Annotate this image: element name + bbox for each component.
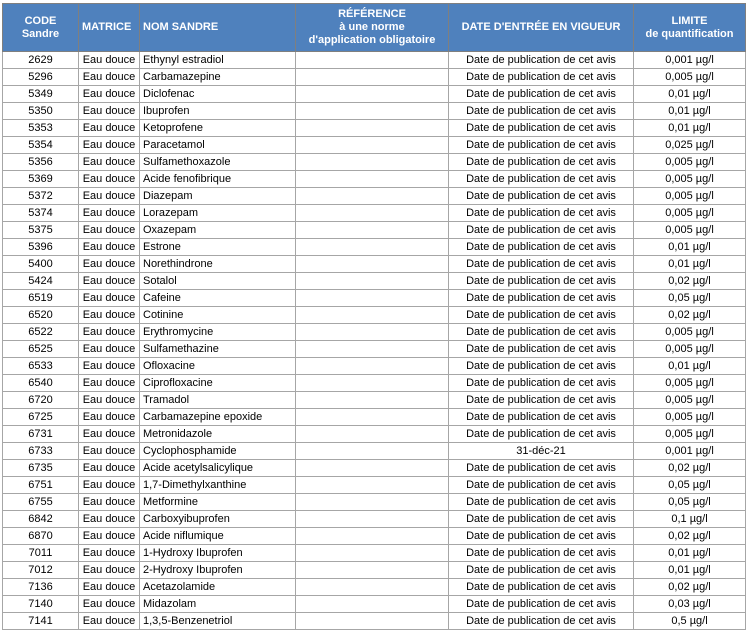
cell-code: 6733 [3,443,79,460]
cell-reference [296,188,449,205]
cell-nom: Diclofenac [140,86,296,103]
header-limite [634,4,746,52]
cell-reference [296,256,449,273]
cell-date: Date de publication de cet avis [449,171,634,188]
cell-limite: 0,01 µg/l [634,256,746,273]
cell-nom: Acetazolamide [140,579,296,596]
cell-matrice: Eau douce [79,103,140,120]
cell-nom: Ibuprofen [140,103,296,120]
cell-limite: 0,02 µg/l [634,460,746,477]
cell-reference [296,86,449,103]
cell-matrice: Eau douce [79,460,140,477]
cell-code: 6725 [3,409,79,426]
table-row [3,545,746,562]
cell-date: Date de publication de cet avis [449,137,634,154]
cell-code: 6751 [3,477,79,494]
cell-nom: Midazolam [140,596,296,613]
cell-nom: Ciprofloxacine [140,375,296,392]
cell-limite: 0,05 µg/l [634,477,746,494]
cell-reference [296,494,449,511]
cell-date: Date de publication de cet avis [449,545,634,562]
cell-reference [296,103,449,120]
table-row [3,596,746,613]
cell-matrice: Eau douce [79,239,140,256]
table-row [3,86,746,103]
cell-reference [296,596,449,613]
cell-code: 6533 [3,358,79,375]
cell-nom: Sulfamethoxazole [140,154,296,171]
cell-code: 5400 [3,256,79,273]
cell-reference [296,426,449,443]
table-row [3,460,746,477]
cell-code: 6519 [3,290,79,307]
table-row [3,273,746,290]
cell-code: 7136 [3,579,79,596]
cell-code: 7012 [3,562,79,579]
cell-nom: Cyclophosphamide [140,443,296,460]
cell-date: Date de publication de cet avis [449,511,634,528]
cell-limite: 0,005 µg/l [634,154,746,171]
cell-nom: Erythromycine [140,324,296,341]
cell-date: Date de publication de cet avis [449,341,634,358]
cell-limite: 0,005 µg/l [634,375,746,392]
cell-code: 5354 [3,137,79,154]
cell-date: Date de publication de cet avis [449,86,634,103]
cell-code: 7140 [3,596,79,613]
cell-reference [296,307,449,324]
table-row [3,103,746,120]
cell-matrice: Eau douce [79,613,140,630]
table-row [3,137,746,154]
cell-matrice: Eau douce [79,324,140,341]
cell-limite: 0,005 µg/l [634,409,746,426]
cell-date: Date de publication de cet avis [449,562,634,579]
header-nom: NOM SANDRE [140,4,296,52]
cell-nom: 1,7-Dimethylxanthine [140,477,296,494]
header-code-line2: Sandre [21,27,60,40]
table-row [3,358,746,375]
table-row [3,528,746,545]
cell-limite: 0,005 µg/l [634,392,746,409]
cell-date: Date de publication de cet avis [449,188,634,205]
cell-nom: Norethindrone [140,256,296,273]
cell-date: Date de publication de cet avis [449,426,634,443]
cell-nom: Acide niflumique [140,528,296,545]
cell-date: Date de publication de cet avis [449,460,634,477]
cell-code: 6755 [3,494,79,511]
cell-matrice: Eau douce [79,205,140,222]
cell-reference [296,545,449,562]
header-code [3,4,79,52]
cell-reference [296,460,449,477]
cell-limite: 0,05 µg/l [634,494,746,511]
cell-date: Date de publication de cet avis [449,205,634,222]
cell-date: Date de publication de cet avis [449,273,634,290]
cell-nom: Paracetamol [140,137,296,154]
cell-limite: 0,005 µg/l [634,205,746,222]
cell-limite: 0,1 µg/l [634,511,746,528]
cell-date: Date de publication de cet avis [449,596,634,613]
cell-date: Date de publication de cet avis [449,409,634,426]
cell-limite: 0,01 µg/l [634,120,746,137]
cell-nom: Estrone [140,239,296,256]
cell-limite: 0,05 µg/l [634,290,746,307]
cell-limite: 0,02 µg/l [634,528,746,545]
cell-date: Date de publication de cet avis [449,52,634,69]
cell-code: 7011 [3,545,79,562]
substances-table [2,3,746,630]
table-row [3,120,746,137]
cell-matrice: Eau douce [79,443,140,460]
cell-matrice: Eau douce [79,290,140,307]
cell-nom: Metformine [140,494,296,511]
cell-limite: 0,005 µg/l [634,341,746,358]
cell-code: 6522 [3,324,79,341]
cell-date: Date de publication de cet avis [449,528,634,545]
cell-matrice: Eau douce [79,562,140,579]
cell-nom: Carboxyibuprofen [140,511,296,528]
cell-code: 5356 [3,154,79,171]
table-row [3,426,746,443]
cell-code: 5396 [3,239,79,256]
cell-reference [296,562,449,579]
cell-code: 6540 [3,375,79,392]
cell-date: Date de publication de cet avis [449,222,634,239]
table-row [3,69,746,86]
table-row [3,375,746,392]
cell-reference [296,171,449,188]
cell-date: Date de publication de cet avis [449,154,634,171]
table-body [3,52,746,630]
cell-reference [296,290,449,307]
cell-limite: 0,01 µg/l [634,562,746,579]
cell-matrice: Eau douce [79,426,140,443]
table-row [3,579,746,596]
table-row [3,511,746,528]
cell-date: Date de publication de cet avis [449,290,634,307]
cell-code: 6520 [3,307,79,324]
cell-nom: Metronidazole [140,426,296,443]
cell-matrice: Eau douce [79,171,140,188]
table-row [3,613,746,630]
cell-nom: Ethynyl estradiol [140,52,296,69]
table-row [3,171,746,188]
cell-matrice: Eau douce [79,596,140,613]
cell-nom: Acide fenofibrique [140,171,296,188]
table-row [3,324,746,341]
cell-date: Date de publication de cet avis [449,358,634,375]
table-row [3,239,746,256]
cell-code: 5296 [3,69,79,86]
cell-nom: Carbamazepine [140,69,296,86]
cell-matrice: Eau douce [79,375,140,392]
cell-limite: 0,02 µg/l [634,307,746,324]
cell-date: Date de publication de cet avis [449,239,634,256]
header-reference-line2: à une norme [339,21,405,33]
cell-nom: Tramadol [140,392,296,409]
cell-nom: Cotinine [140,307,296,324]
cell-reference [296,392,449,409]
cell-date: Date de publication de cet avis [449,494,634,511]
cell-reference [296,137,449,154]
cell-date: Date de publication de cet avis [449,613,634,630]
cell-matrice: Eau douce [79,256,140,273]
cell-nom: Sotalol [140,273,296,290]
table-row [3,409,746,426]
cell-code: 5353 [3,120,79,137]
cell-date: Date de publication de cet avis [449,579,634,596]
cell-limite: 0,01 µg/l [634,239,746,256]
table-row [3,494,746,511]
cell-reference [296,52,449,69]
cell-nom: 1-Hydroxy Ibuprofen [140,545,296,562]
cell-code: 5349 [3,86,79,103]
header-reference [296,4,449,52]
cell-limite: 0,025 µg/l [634,137,746,154]
cell-date: Date de publication de cet avis [449,375,634,392]
header-row [3,4,746,52]
cell-matrice: Eau douce [79,579,140,596]
cell-nom: Ketoprofene [140,120,296,137]
cell-limite: 0,01 µg/l [634,545,746,562]
table-row [3,443,746,460]
cell-nom: Lorazepam [140,205,296,222]
cell-nom: Acide acetylsalicylique [140,460,296,477]
cell-reference [296,273,449,290]
cell-reference [296,222,449,239]
cell-matrice: Eau douce [79,409,140,426]
cell-matrice: Eau douce [79,307,140,324]
cell-code: 5375 [3,222,79,239]
cell-limite: 0,005 µg/l [634,171,746,188]
table-row [3,222,746,239]
cell-code: 5369 [3,171,79,188]
cell-reference [296,375,449,392]
header-limite-line1: LIMITE [671,14,708,27]
table-row [3,392,746,409]
table-row [3,256,746,273]
cell-code: 5424 [3,273,79,290]
cell-nom: Oxazepam [140,222,296,239]
table-row [3,154,746,171]
cell-limite: 0,005 µg/l [634,69,746,86]
cell-nom: Sulfamethazine [140,341,296,358]
cell-matrice: Eau douce [79,52,140,69]
cell-code: 6735 [3,460,79,477]
cell-nom: 1,3,5-Benzenetriol [140,613,296,630]
header-matrice: MATRICE [79,4,140,52]
header-code-line1: CODE [24,14,57,27]
cell-code: 6720 [3,392,79,409]
cell-matrice: Eau douce [79,494,140,511]
cell-matrice: Eau douce [79,222,140,239]
cell-matrice: Eau douce [79,137,140,154]
cell-code: 2629 [3,52,79,69]
table-row [3,52,746,69]
cell-reference [296,205,449,222]
cell-date: Date de publication de cet avis [449,324,634,341]
cell-date: Date de publication de cet avis [449,307,634,324]
table-row [3,477,746,494]
cell-reference [296,579,449,596]
cell-limite: 0,5 µg/l [634,613,746,630]
cell-matrice: Eau douce [79,273,140,290]
cell-reference [296,613,449,630]
cell-code: 7141 [3,613,79,630]
header-reference-line1: RÉFÉRENCE [338,8,406,20]
cell-matrice: Eau douce [79,188,140,205]
cell-limite: 0,005 µg/l [634,222,746,239]
cell-matrice: Eau douce [79,528,140,545]
cell-limite: 0,001 µg/l [634,443,746,460]
cell-date: Date de publication de cet avis [449,256,634,273]
cell-nom: 2-Hydroxy Ibuprofen [140,562,296,579]
cell-code: 5374 [3,205,79,222]
cell-code: 5372 [3,188,79,205]
cell-limite: 0,005 µg/l [634,188,746,205]
cell-limite: 0,01 µg/l [634,103,746,120]
cell-limite: 0,02 µg/l [634,273,746,290]
table-row [3,205,746,222]
cell-nom: Cafeine [140,290,296,307]
cell-date: Date de publication de cet avis [449,392,634,409]
cell-matrice: Eau douce [79,341,140,358]
cell-matrice: Eau douce [79,154,140,171]
cell-nom: Ofloxacine [140,358,296,375]
cell-reference [296,120,449,137]
cell-matrice: Eau douce [79,69,140,86]
table-row [3,307,746,324]
cell-code: 6525 [3,341,79,358]
cell-reference [296,443,449,460]
cell-limite: 0,005 µg/l [634,426,746,443]
cell-matrice: Eau douce [79,545,140,562]
cell-code: 6842 [3,511,79,528]
cell-limite: 0,01 µg/l [634,358,746,375]
cell-date: Date de publication de cet avis [449,103,634,120]
table-row [3,341,746,358]
header-date: DATE D'ENTRÉE EN VIGUEUR [449,4,634,52]
cell-reference [296,154,449,171]
cell-date: Date de publication de cet avis [449,477,634,494]
cell-reference [296,358,449,375]
cell-code: 6731 [3,426,79,443]
cell-date: Date de publication de cet avis [449,120,634,137]
cell-date: 31-déc-21 [449,443,634,460]
cell-limite: 0,001 µg/l [634,52,746,69]
cell-limite: 0,03 µg/l [634,596,746,613]
cell-matrice: Eau douce [79,358,140,375]
table-row [3,562,746,579]
cell-reference [296,409,449,426]
cell-code: 6870 [3,528,79,545]
cell-date: Date de publication de cet avis [449,69,634,86]
cell-reference [296,324,449,341]
cell-reference [296,69,449,86]
header-limite-line2: de quantification [645,27,734,40]
cell-limite: 0,01 µg/l [634,86,746,103]
cell-matrice: Eau douce [79,511,140,528]
cell-nom: Carbamazepine epoxide [140,409,296,426]
cell-code: 5350 [3,103,79,120]
cell-limite: 0,02 µg/l [634,579,746,596]
table-row [3,290,746,307]
cell-matrice: Eau douce [79,120,140,137]
table-row [3,188,746,205]
cell-matrice: Eau douce [79,477,140,494]
cell-nom: Diazepam [140,188,296,205]
cell-matrice: Eau douce [79,86,140,103]
cell-reference [296,528,449,545]
cell-reference [296,511,449,528]
cell-reference [296,341,449,358]
header-reference-line3: d'application obligatoire [308,34,436,46]
cell-reference [296,477,449,494]
cell-matrice: Eau douce [79,392,140,409]
cell-limite: 0,005 µg/l [634,324,746,341]
cell-reference [296,239,449,256]
